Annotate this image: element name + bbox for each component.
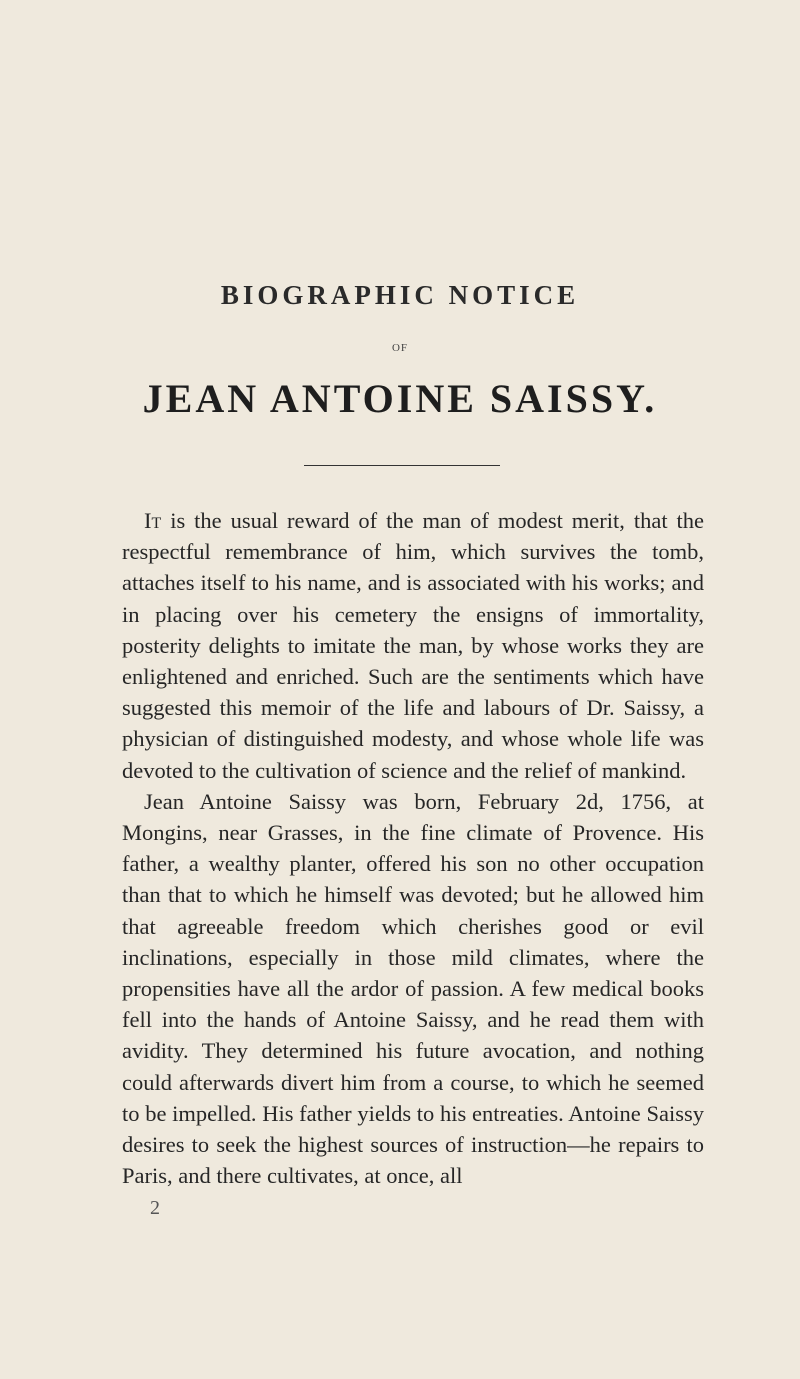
paragraph-1 — [122, 505, 704, 786]
paragraph-1-lead: It — [144, 508, 162, 533]
paragraph-2 — [122, 786, 704, 1192]
body-text — [122, 505, 704, 1191]
paragraph-2-text: Jean Antoine Saissy was born, February 2d, 1756, at Mongins, near Grasses, in the fine climate of Provence. His father, a wealthy planter, offered his son no other occupation than that to which he himself was devoted; but he allowed him that agreeable freedom which cherishes good or evil inclinations, especially in those mild climates, where the propensities have all the ardor of passion. A few medical books fell into the hands of Antoine Saissy, and he read them with avidity. They determined his future avocation, and nothing could afterwards divert him from a course, to which he seemed to be impelled. His father yields to his entreaties. Antoine Saissy desires to seek the highest sources of instruction—he repairs to Paris, and there cultivates, at once, all — [122, 788, 704, 1189]
page-heading-title: BIOGRAPHIC NOTICE — [220, 280, 580, 310]
heading-subject-name: JEAN ANTOINE SAISSY. — [142, 376, 658, 421]
paragraph-1-text: is the usual reward of the man of modest merit, that the respectful remembrance of him, which survives the tomb, attaches itself to his name, and is associated with his works; and in placing over his cemetery the ensigns of immortality, posterity delights to imitate the man, by whose works they are enlightened and enriched. Such are the sentiments which have suggested this memoir of the life and labours of Dr. Saissy, a physician of distinguished modesty, and whose whole life was devoted to the cultivation of science and the relief of mankind. — [122, 508, 704, 783]
divider-rule — [304, 465, 500, 466]
heading-of: OF — [391, 342, 409, 354]
signature-mark: 2 — [150, 1197, 160, 1219]
